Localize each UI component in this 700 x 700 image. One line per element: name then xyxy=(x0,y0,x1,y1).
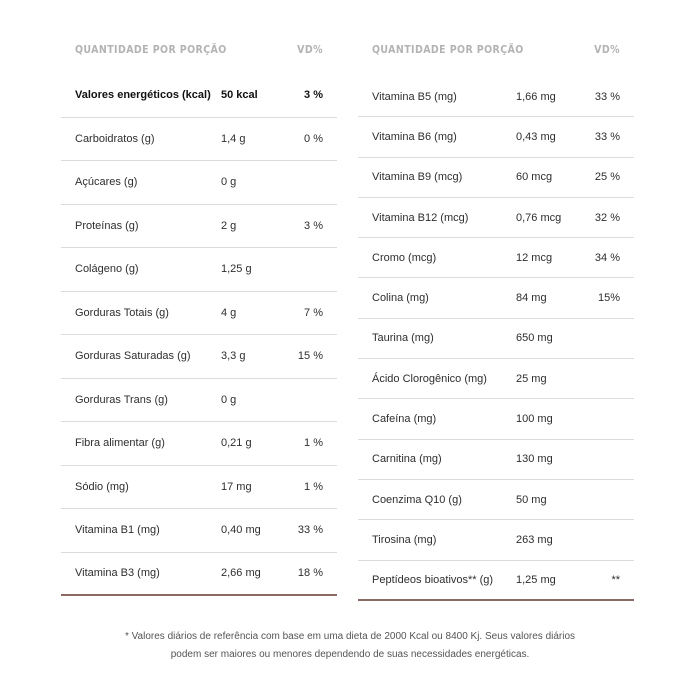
footnote-line: * Valores diários de referência com base em uma dieta de 2000 Kcal ou 8400 Kj. Seus valores diários xyxy=(124,631,576,642)
table-row xyxy=(61,74,337,118)
table-row xyxy=(358,158,634,198)
table-row xyxy=(61,292,337,336)
table-row xyxy=(358,278,634,318)
table-body xyxy=(358,77,634,601)
nutrient-daily-value: 1 % xyxy=(304,437,323,450)
table-row xyxy=(358,198,634,238)
nutrient-name: Coenzima Q10 (g) xyxy=(372,493,462,506)
nutrient-name: Fibra alimentar (g) xyxy=(75,437,165,450)
header-quantity-per-portion: QUANTIDADE POR PORÇÃO xyxy=(75,44,227,56)
nutrient-name: Tirosina (mg) xyxy=(372,533,437,546)
nutrient-quantity: 0 g xyxy=(221,393,237,406)
nutrient-daily-value: 18 % xyxy=(297,567,323,580)
nutrient-daily-value: 33 % xyxy=(297,524,323,537)
table-row xyxy=(61,509,337,553)
table-row xyxy=(61,466,337,510)
nutrient-daily-value: 15 % xyxy=(297,350,323,363)
nutrient-quantity: 50 kcal xyxy=(221,89,258,102)
nutrient-name: Cafeína (mg) xyxy=(372,413,437,426)
table-header xyxy=(61,38,337,62)
nutrient-daily-value: 3 % xyxy=(304,89,323,102)
footnote xyxy=(0,628,700,664)
nutrient-name: Vitamina B3 (mg) xyxy=(75,567,160,580)
table-row xyxy=(358,319,634,359)
table-row xyxy=(358,520,634,560)
nutrient-quantity: 650 mg xyxy=(516,332,553,345)
nutrient-daily-value: 3 % xyxy=(304,219,323,232)
nutrient-name: Carnitina (mg) xyxy=(372,453,442,466)
table-row xyxy=(61,118,337,162)
nutrient-name: Gorduras Trans (g) xyxy=(75,393,168,406)
nutrient-quantity: 25 mg xyxy=(516,372,547,385)
table-row xyxy=(61,161,337,205)
nutrient-name: Ácido Clorogênico (mg) xyxy=(372,372,487,385)
nutrient-name: Carboidratos (g) xyxy=(75,132,155,145)
nutrient-quantity: 100 mg xyxy=(516,413,553,426)
nutrient-quantity: 2,66 mg xyxy=(221,567,261,580)
header-daily-value: VD% xyxy=(594,44,620,56)
nutrient-name: Cromo (mcg) xyxy=(372,251,437,264)
table-row xyxy=(61,553,337,597)
nutrient-name: Vitamina B12 (mcg) xyxy=(372,211,469,224)
nutrient-quantity: 84 mg xyxy=(516,292,547,305)
table-row xyxy=(358,238,634,278)
table-row xyxy=(358,561,634,601)
nutrient-name: Taurina (mg) xyxy=(372,332,434,345)
nutrient-quantity: 60 mcg xyxy=(516,171,553,184)
nutrient-quantity: 4 g xyxy=(221,306,237,319)
nutrient-name: Vitamina B9 (mcg) xyxy=(372,171,463,184)
nutrient-name: Vitamina B1 (mg) xyxy=(75,524,160,537)
header-quantity-per-portion: QUANTIDADE POR PORÇÃO xyxy=(372,44,524,56)
nutrient-daily-value: 34 % xyxy=(594,251,620,264)
nutrient-quantity: 50 mg xyxy=(516,493,547,506)
table-row xyxy=(358,399,634,439)
nutrient-quantity: 1,4 g xyxy=(221,132,246,145)
nutrient-quantity: 1,66 mg xyxy=(516,90,556,103)
nutrient-quantity: 0,40 mg xyxy=(221,524,261,537)
nutrient-quantity: 2 g xyxy=(221,219,237,232)
nutrient-name: Colágeno (g) xyxy=(75,263,139,276)
nutrition-table-left xyxy=(61,38,337,596)
nutrient-quantity: 0 g xyxy=(221,176,237,189)
table-row xyxy=(61,379,337,423)
table-row xyxy=(61,422,337,466)
nutrient-daily-value: 0 % xyxy=(304,132,323,145)
nutrient-daily-value: 1 % xyxy=(304,480,323,493)
nutrient-daily-value: 7 % xyxy=(304,306,323,319)
table-row xyxy=(358,440,634,480)
nutrient-name: Valores energéticos (kcal) xyxy=(75,89,211,102)
nutrient-quantity: 1,25 mg xyxy=(516,573,556,586)
nutrient-daily-value: 33 % xyxy=(594,90,620,103)
nutrient-daily-value: 15% xyxy=(597,292,620,305)
table-row xyxy=(358,359,634,399)
table-row xyxy=(61,248,337,292)
nutrient-name: Açúcares (g) xyxy=(75,176,138,189)
nutrient-daily-value: 32 % xyxy=(594,211,620,224)
nutrient-name: Gorduras Saturadas (g) xyxy=(75,350,191,363)
nutrition-table-right xyxy=(358,38,634,601)
nutrient-daily-value: 25 % xyxy=(594,171,620,184)
table-header xyxy=(358,38,634,62)
nutrient-quantity: 130 mg xyxy=(516,453,553,466)
nutrient-quantity: 12 mcg xyxy=(516,251,553,264)
footnote-line: podem ser maiores ou menores dependendo de suas necessidades energéticas. xyxy=(170,649,530,660)
nutrient-name: Sódio (mg) xyxy=(75,480,129,493)
table-row xyxy=(358,480,634,520)
nutrient-name: Vitamina B6 (mg) xyxy=(372,130,457,143)
nutrient-quantity: 0,21 g xyxy=(221,437,252,450)
nutrient-quantity: 0,76 mcg xyxy=(516,211,562,224)
nutrient-daily-value: 33 % xyxy=(594,130,620,143)
nutrient-quantity: 3,3 g xyxy=(221,350,246,363)
table-row xyxy=(358,117,634,157)
nutrient-name: Vitamina B5 (mg) xyxy=(372,90,457,103)
nutrient-quantity: 17 mg xyxy=(221,480,252,493)
nutrient-daily-value: ** xyxy=(611,573,620,586)
table-row xyxy=(61,335,337,379)
nutrient-name: Gorduras Totais (g) xyxy=(75,306,169,319)
nutrient-name: Proteínas (g) xyxy=(75,219,139,232)
nutrient-quantity: 263 mg xyxy=(516,533,553,546)
table-body xyxy=(61,74,337,596)
nutrient-name: Colina (mg) xyxy=(372,292,429,305)
nutrient-quantity: 1,25 g xyxy=(221,263,252,276)
nutrient-name: Peptídeos bioativos** (g) xyxy=(372,573,494,586)
table-row xyxy=(61,205,337,249)
header-daily-value: VD% xyxy=(297,44,323,56)
nutrient-quantity: 0,43 mg xyxy=(516,130,556,143)
table-row xyxy=(358,77,634,117)
